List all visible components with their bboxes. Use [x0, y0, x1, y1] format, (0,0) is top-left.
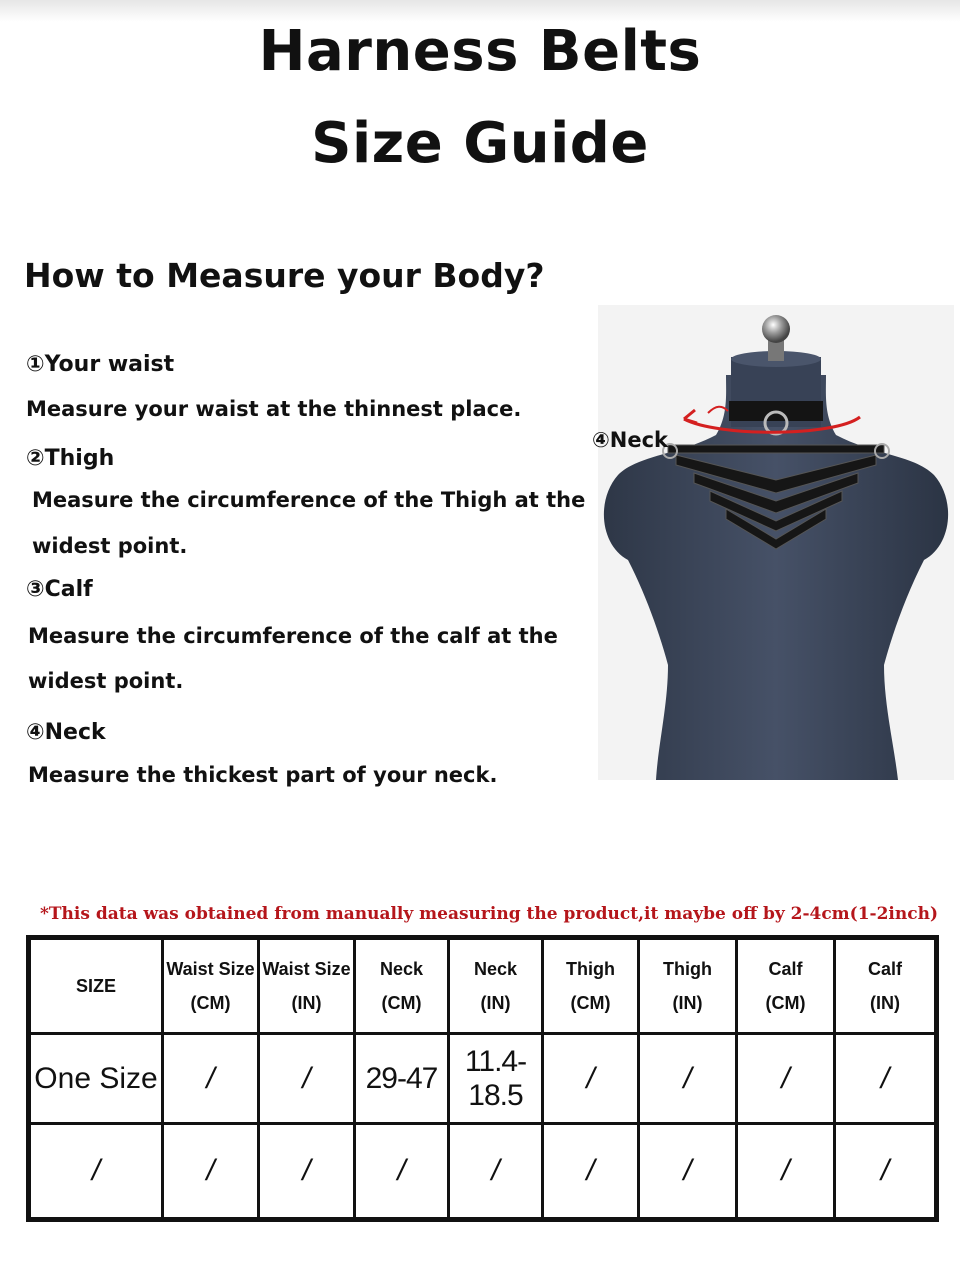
- table-cell: /: [737, 1124, 835, 1220]
- column-unit: (IN): [870, 993, 900, 1013]
- table-header-row: [29, 938, 937, 1034]
- table-cell: /: [543, 1124, 639, 1220]
- title-line-1: Harness Belts: [258, 19, 702, 84]
- step-neck-text: Measure the thickest part of your neck.: [28, 763, 498, 787]
- column-header: [449, 938, 543, 1034]
- table-row: [29, 1124, 937, 1220]
- column-unit: (IN): [672, 993, 703, 1013]
- column-unit: (CM): [765, 993, 806, 1013]
- title-line-2: Size Guide: [311, 111, 649, 176]
- table-cell: /: [163, 1034, 259, 1124]
- step-thigh-label: ②Thigh: [26, 446, 115, 471]
- column-header: [835, 938, 937, 1034]
- table-cell: 11.4-18.5: [449, 1034, 543, 1124]
- column-header: [355, 938, 449, 1034]
- table-row: [29, 1034, 937, 1124]
- mannequin-illustration: [598, 305, 954, 780]
- column-name: Waist Size: [166, 959, 255, 979]
- table-cell: /: [449, 1124, 543, 1220]
- size-table: [26, 935, 939, 1222]
- step-thigh-text-2: widest point.: [32, 534, 188, 558]
- column-name: Neck: [379, 959, 424, 979]
- step-calf-label: ③Calf: [26, 577, 93, 602]
- step-waist-label: ①Your waist: [26, 352, 175, 377]
- row-size-label: /: [29, 1124, 163, 1220]
- column-name: Thigh: [566, 959, 615, 979]
- column-unit: (CM): [570, 993, 611, 1013]
- table-cell: /: [835, 1124, 937, 1220]
- table-cell: /: [639, 1124, 737, 1220]
- table-cell: 29-47: [355, 1034, 449, 1124]
- step-waist-text: Measure your waist at the thinnest place.: [26, 397, 522, 421]
- column-header: [639, 938, 737, 1034]
- column-unit: (CM): [381, 993, 422, 1013]
- column-unit: (CM): [190, 993, 231, 1013]
- table-cell: /: [543, 1034, 639, 1124]
- step-thigh-text-1: Measure the circumference of the Thigh at the: [32, 488, 586, 512]
- table-cell: /: [259, 1124, 355, 1220]
- column-header: [259, 938, 355, 1034]
- column-unit: (IN): [291, 993, 322, 1013]
- step-calf-text-1: Measure the circumference of the calf at the: [28, 624, 558, 648]
- column-name: Neck: [473, 959, 518, 979]
- table-cell: /: [163, 1124, 259, 1220]
- column-unit: (IN): [480, 993, 511, 1013]
- column-header: [543, 938, 639, 1034]
- column-header: [163, 938, 259, 1034]
- column-name: Waist Size: [262, 959, 351, 979]
- table-cell: /: [355, 1124, 449, 1220]
- row-size-label: One Size: [29, 1034, 163, 1124]
- step-neck-label: ④Neck: [26, 720, 106, 745]
- mannequin-photo: [598, 305, 954, 780]
- measurement-note: *This data was obtained from manually measuring the product,it maybe off by 2-4cm(1-2inch): [40, 904, 939, 924]
- column-name: Thigh: [663, 959, 712, 979]
- table-cell: /: [835, 1034, 937, 1124]
- column-header: [737, 938, 835, 1034]
- table-cell: /: [639, 1034, 737, 1124]
- size-column-header: SIZE: [29, 938, 163, 1034]
- step-calf-text-2: widest point.: [28, 669, 184, 693]
- photo-neck-callout: ④Neck: [592, 428, 669, 452]
- column-name: Calf: [768, 959, 803, 979]
- table-cell: /: [737, 1034, 835, 1124]
- section-heading: How to Measure your Body?: [24, 256, 545, 295]
- table-cell: /: [259, 1034, 355, 1124]
- column-name: Calf: [867, 959, 902, 979]
